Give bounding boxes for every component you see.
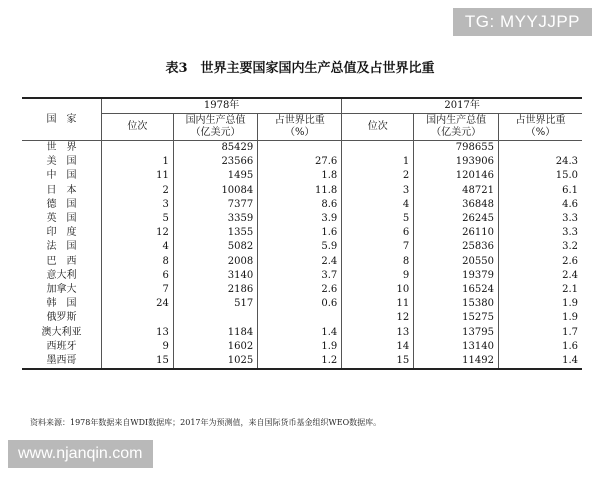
header-share-2017 <box>498 114 582 141</box>
cell-rank-2017: 14 <box>342 340 414 354</box>
cell-share-2017: 1.9 <box>562 312 578 324</box>
cell-rank-1978: 11 <box>101 169 173 183</box>
cell-gdp-2017: 25836 <box>414 240 499 254</box>
cell-share-2017: 1.7 <box>562 326 578 338</box>
cell-gdp-2017: 26110 <box>414 226 499 240</box>
cell-rank-1978: 5 <box>101 212 173 226</box>
cell-gdp-2017: 798655 <box>414 141 499 156</box>
watermark-top: TG: MYYJJPP <box>453 8 592 36</box>
cell-country: 日 本 <box>22 184 101 198</box>
cell-gdp-2017: 13795 <box>414 326 499 340</box>
cell-rank-1978: 2 <box>101 184 173 198</box>
cell-share-2017 <box>498 141 582 156</box>
cell-rank-2017: 10 <box>342 283 414 297</box>
cell-share-1978: 0.6 <box>258 297 342 311</box>
cell-share-1978: 8.6 <box>258 198 342 212</box>
cell-country: 中 国 <box>22 169 101 183</box>
cell-country: 巴 西 <box>22 255 101 269</box>
cell-share-1978: 5.9 <box>258 240 342 254</box>
cell-gdp-1978: 3359 <box>173 212 257 226</box>
cell-gdp-1978: 2008 <box>173 255 257 269</box>
table-row <box>22 155 582 169</box>
table-row <box>22 297 582 311</box>
table-row <box>22 326 582 340</box>
cell-share-2017: 1.9 <box>562 298 578 310</box>
header-year-2017: 2017年 <box>342 98 582 114</box>
cell-share-1978: 1.9 <box>258 340 342 354</box>
cell-rank-1978: 24 <box>101 297 173 311</box>
cell-country: 澳大利亚 <box>22 326 101 340</box>
cell-country: 西班牙 <box>22 340 101 354</box>
header-rank-2017: 位次 <box>342 114 414 141</box>
header-gdp-1978-line2: （亿美元） <box>190 127 241 138</box>
cell-country: 德 国 <box>22 198 101 212</box>
table-row <box>22 354 582 369</box>
cell-country: 韩 国 <box>22 297 101 311</box>
cell-rank-1978: 12 <box>101 226 173 240</box>
cell-rank-1978: 3 <box>101 198 173 212</box>
cell-gdp-2017: 36848 <box>414 198 499 212</box>
header-share-1978 <box>258 114 342 141</box>
table-row <box>22 255 582 269</box>
cell-share-1978: 2.4 <box>258 255 342 269</box>
table-row <box>22 198 582 212</box>
header-share-1978-line1: 占世界比重 <box>274 115 325 126</box>
cell-rank-2017: 8 <box>342 255 414 269</box>
cell-share-2017: 1.6 <box>562 340 578 352</box>
cell-rank-2017: 7 <box>342 240 414 254</box>
cell-share-1978: 1.4 <box>258 326 342 340</box>
cell-rank-1978: 1 <box>101 155 173 169</box>
cell-rank-1978: 9 <box>101 340 173 354</box>
header-gdp-1978 <box>173 114 257 141</box>
cell-share-1978: 1.6 <box>258 226 342 240</box>
header-share-1978-line2: （%） <box>284 127 315 138</box>
cell-share-2017: 2.1 <box>562 284 578 296</box>
cell-share-1978: 3.9 <box>258 212 342 226</box>
cell-country: 世 界 <box>22 141 101 156</box>
cell-rank-2017: 1 <box>342 155 414 169</box>
cell-gdp-2017: 15275 <box>414 311 499 325</box>
header-rank-1978: 位次 <box>101 114 173 141</box>
cell-share-1978: 1.8 <box>258 169 342 183</box>
cell-rank-1978 <box>101 141 173 156</box>
cell-rank-1978: 4 <box>101 240 173 254</box>
cell-rank-1978: 13 <box>101 326 173 340</box>
cell-country: 意大利 <box>22 269 101 283</box>
cell-country: 法 国 <box>22 240 101 254</box>
cell-gdp-1978: 517 <box>173 297 257 311</box>
cell-gdp-2017: 11492 <box>414 354 499 369</box>
cell-share-2017: 3.3 <box>562 213 578 225</box>
gdp-table-container <box>22 97 582 370</box>
cell-share-2017: 24.3 <box>555 156 578 168</box>
cell-rank-2017: 5 <box>342 212 414 226</box>
cell-share-2017: 2.4 <box>562 269 578 281</box>
table-row <box>22 226 582 240</box>
cell-rank-2017: 15 <box>342 354 414 369</box>
cell-share-2017: 6.1 <box>562 184 578 196</box>
cell-country: 墨西哥 <box>22 354 101 369</box>
cell-gdp-1978: 1495 <box>173 169 257 183</box>
cell-rank-2017: 9 <box>342 269 414 283</box>
cell-country: 俄罗斯 <box>22 311 101 325</box>
cell-gdp-2017: 26245 <box>414 212 499 226</box>
cell-rank-2017: 4 <box>342 198 414 212</box>
table-row <box>22 283 582 297</box>
cell-country: 英 国 <box>22 212 101 226</box>
cell-rank-2017 <box>342 141 414 156</box>
cell-share-2017: 3.2 <box>562 241 578 253</box>
cell-share-1978: 3.7 <box>258 269 342 283</box>
cell-share-2017: 3.3 <box>562 227 578 239</box>
table-body <box>22 141 582 370</box>
cell-gdp-1978: 1355 <box>173 226 257 240</box>
cell-rank-2017: 11 <box>342 297 414 311</box>
cell-share-2017: 4.6 <box>562 198 578 210</box>
cell-gdp-2017: 48721 <box>414 184 499 198</box>
cell-gdp-1978: 7377 <box>173 198 257 212</box>
table-row <box>22 169 582 183</box>
cell-gdp-1978: 5082 <box>173 240 257 254</box>
cell-share-1978: 11.8 <box>258 184 342 198</box>
cell-rank-2017: 2 <box>342 169 414 183</box>
cell-share-1978 <box>258 311 342 325</box>
header-share-2017-line1: 占世界比重 <box>515 115 566 126</box>
header-gdp-2017-line2: （亿美元） <box>431 127 482 138</box>
table-row <box>22 311 582 325</box>
cell-gdp-2017: 20550 <box>414 255 499 269</box>
gdp-table <box>22 97 582 370</box>
cell-gdp-1978: 1184 <box>173 326 257 340</box>
cell-rank-1978: 8 <box>101 255 173 269</box>
cell-gdp-2017: 193906 <box>414 155 499 169</box>
cell-share-2017: 2.6 <box>562 255 578 267</box>
cell-gdp-1978: 23566 <box>173 155 257 169</box>
cell-gdp-2017: 15380 <box>414 297 499 311</box>
table-row <box>22 340 582 354</box>
cell-share-2017: 15.0 <box>555 170 578 182</box>
cell-share-1978: 27.6 <box>258 155 342 169</box>
cell-gdp-2017: 120146 <box>414 169 499 183</box>
cell-share-1978: 2.6 <box>258 283 342 297</box>
cell-share-1978 <box>258 141 342 156</box>
cell-rank-1978: 6 <box>101 269 173 283</box>
cell-rank-1978: 7 <box>101 283 173 297</box>
header-gdp-1978-line1: 国内生产总值 <box>185 115 246 126</box>
cell-gdp-1978: 85429 <box>173 141 257 156</box>
cell-gdp-2017: 19379 <box>414 269 499 283</box>
table-row <box>22 269 582 283</box>
cell-gdp-1978: 2186 <box>173 283 257 297</box>
header-gdp-2017 <box>414 114 499 141</box>
cell-share-2017: 1.4 <box>498 354 582 369</box>
table-row <box>22 240 582 254</box>
table-title: 表3 世界主要国家国内生产总值及占世界比重 <box>165 61 435 76</box>
cell-country: 加拿大 <box>22 283 101 297</box>
cell-rank-2017: 12 <box>342 311 414 325</box>
cell-gdp-2017: 13140 <box>414 340 499 354</box>
cell-gdp-1978: 1602 <box>173 340 257 354</box>
watermark-bottom: www.njanqin.com <box>8 440 153 468</box>
table-row <box>22 184 582 198</box>
source-note: 资料来源：1978年数据来自WDI数据库；2017年为预测值，来自国际货币基金组织WEO数据库。 <box>30 418 382 427</box>
cell-rank-1978 <box>101 311 173 325</box>
header-country: 国 家 <box>22 98 101 141</box>
cell-country: 美 国 <box>22 155 101 169</box>
cell-gdp-1978: 3140 <box>173 269 257 283</box>
header-share-2017-line2: （%） <box>525 127 556 138</box>
cell-rank-1978: 15 <box>101 354 173 369</box>
header-gdp-2017-line1: 国内生产总值 <box>426 115 487 126</box>
cell-gdp-1978 <box>173 311 257 325</box>
table-row <box>22 212 582 226</box>
cell-rank-2017: 3 <box>342 184 414 198</box>
cell-gdp-2017: 16524 <box>414 283 499 297</box>
cell-share-1978: 1.2 <box>258 354 342 369</box>
header-year-1978: 1978年 <box>101 98 341 114</box>
cell-gdp-1978: 1025 <box>173 354 257 369</box>
table-row <box>22 141 582 156</box>
cell-gdp-1978: 10084 <box>173 184 257 198</box>
cell-country: 印 度 <box>22 226 101 240</box>
cell-rank-2017: 6 <box>342 226 414 240</box>
cell-rank-2017: 13 <box>342 326 414 340</box>
